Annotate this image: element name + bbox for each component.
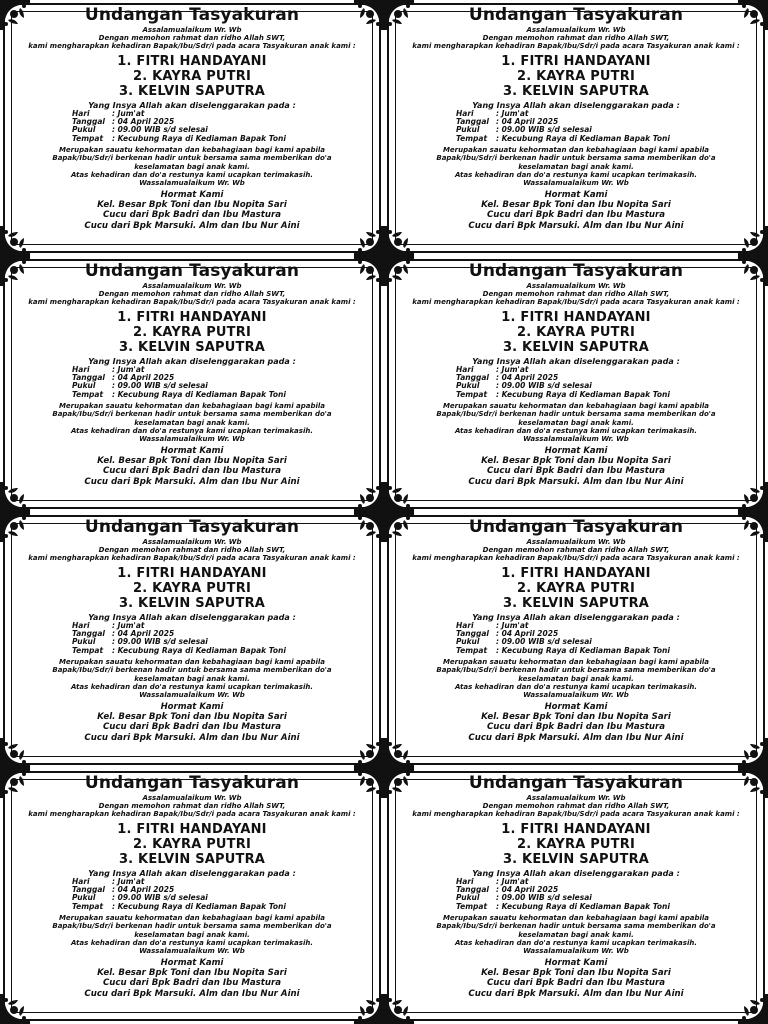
family-line: Cucu dari Bpk Marsuki. Alm dan Ibu Nur Aini [84,220,300,231]
child-name: 1. FITRI HANDAYANI [501,821,651,837]
intro-line-2: kami mengharapkan kehadiran Bapak/Ibu/Sdr/i pada acara Tasyakuran anak kami : [28,810,356,819]
regards: Hormat Kami [160,958,224,969]
held-on-line: Yang Insya Allah akan diselenggarakan pada : [88,356,296,366]
held-on-line: Yang Insya Allah akan diselenggarakan pada : [88,868,296,878]
detail-key: Tempat [456,389,488,399]
detail-row [72,135,312,143]
intro-line-2: kami mengharapkan kehadiran Bapak/Ibu/Sdr/i pada acara Tasyakuran anak kami : [28,554,356,563]
children-names [22,310,362,355]
child-name: 2. KAYRA PUTRI [132,836,251,852]
closing-line: Atas kehadiran dan do'a restunya kami ucapkan terimakasih. [71,170,313,179]
closing-line: Merupakan sauatu kehormatan dan kebahagiaan bagi kami apabila [58,402,326,411]
detail-key: Tempat [72,901,104,911]
held-on-line: Yang Insya Allah akan diselenggarakan pada : [472,100,680,110]
invitation-card [384,512,768,768]
invitation-card [384,256,768,512]
closing-line: keselamatan bagi anak kami. [134,674,250,683]
signature-block [406,958,746,999]
closing-line: Bapak/Ibu/Sdr/i berkenan hadir untuk bersama sama memberikan do'a [52,154,332,163]
detail-value: : 04 April 2025 [496,373,559,383]
detail-value: : 09.00 WIB s/d selesai [496,125,592,135]
farewell: Wassalamualaikum Wr. Wb [139,435,245,444]
card-title: Undangan Tasyakuran [468,517,684,537]
intro-line-1: Dengan memohon rahmat dan ridho Allah SWT, [98,802,286,811]
detail-row [72,878,312,886]
detail-value: : 09.00 WIB s/d selesai [112,893,208,903]
family-line: Cucu dari Bpk Marsuki. Alm dan Ibu Nur Aini [84,988,300,999]
event-details [72,878,312,912]
detail-key: Hari [72,620,90,630]
greeting: Assalamualaikum Wr. Wb [526,26,626,34]
signature-block [406,702,746,743]
closing-line: Atas kehadiran dan do'a restunya kami ucapkan terimakasih. [71,938,313,947]
intro-line-2: kami mengharapkan kehadiran Bapak/Ibu/Sdr/i pada acara Tasyakuran anak kami : [412,810,740,819]
family-line: Cucu dari Bpk Marsuki. Alm dan Ibu Nur Aini [468,476,684,487]
detail-key: Hari [72,108,90,118]
closing-line: keselamatan bagi anak kami. [518,674,634,683]
detail-key: Pukul [72,637,96,647]
child-name: 1. FITRI HANDAYANI [117,309,267,325]
detail-key: Pukul [456,893,480,903]
farewell: Wassalamualaikum Wr. Wb [139,947,245,956]
family-line: Cucu dari Bpk Badri dan Ibu Mastura [486,722,666,733]
detail-row [456,366,696,374]
event-details [72,110,312,144]
held-on-line: Yang Insya Allah akan diselenggarakan pada : [88,100,296,110]
detail-key: Pukul [456,125,480,135]
farewell: Wassalamualaikum Wr. Wb [139,179,245,188]
detail-key: Tempat [72,645,104,655]
closing-line: Bapak/Ibu/Sdr/i berkenan hadir untuk bersama sama memberikan do'a [52,922,332,931]
detail-key: Hari [72,364,90,374]
closing-line: Bapak/Ibu/Sdr/i berkenan hadir untuk bersama sama memberikan do'a [436,410,716,419]
event-details [456,878,696,912]
closing-paragraph [406,914,746,955]
family-line: Cucu dari Bpk Badri dan Ibu Mastura [102,722,282,733]
closing-paragraph [406,402,746,443]
farewell: Wassalamualaikum Wr. Wb [523,691,629,700]
detail-value: : Kecubung Raya di Kediaman Bapak Toni [112,645,286,655]
intro-line-1: Dengan memohon rahmat dan ridho Allah SWT, [482,290,670,299]
card-title: Undangan Tasyakuran [84,261,300,281]
child-name: 2. KAYRA PUTRI [516,836,635,852]
detail-value: : 04 April 2025 [112,629,175,639]
signature-block [22,702,362,743]
detail-value: : 04 April 2025 [112,885,175,895]
family-line: Cucu dari Bpk Badri dan Ibu Mastura [486,210,666,221]
detail-row [456,878,696,886]
detail-key: Tanggal [456,117,489,127]
detail-key: Tempat [456,901,488,911]
event-details [456,622,696,656]
detail-key: Pukul [456,381,480,391]
regards: Hormat Kami [160,446,224,457]
child-name: 3. KELVIN SAPUTRA [502,83,650,99]
detail-value: : Jum'at [496,108,529,118]
closing-line: Bapak/Ibu/Sdr/i berkenan hadir untuk bersama sama memberikan do'a [436,154,716,163]
closing-line: Bapak/Ibu/Sdr/i berkenan hadir untuk bersama sama memberikan do'a [436,922,716,931]
detail-key: Hari [456,620,474,630]
child-name: 2. KAYRA PUTRI [516,324,635,340]
closing-line: keselamatan bagi anak kami. [518,930,634,939]
intro-line-1: Dengan memohon rahmat dan ridho Allah SWT, [98,290,286,299]
detail-key: Pukul [72,381,96,391]
closing-paragraph [406,146,746,187]
detail-value: : 09.00 WIB s/d selesai [496,381,592,391]
detail-key: Hari [456,876,474,886]
family-line: Cucu dari Bpk Marsuki. Alm dan Ibu Nur Aini [468,732,684,743]
detail-value: : Jum'at [496,620,529,630]
detail-key: Tempat [456,133,488,143]
intro-line-2: kami mengharapkan kehadiran Bapak/Ibu/Sdr/i pada acara Tasyakuran anak kami : [412,42,740,51]
child-name: 3. KELVIN SAPUTRA [502,851,650,867]
card-content [406,260,746,508]
children-names [22,566,362,611]
held-on-line: Yang Insya Allah akan diselenggarakan pada : [88,612,296,622]
detail-row [72,903,312,911]
card-content [22,772,362,1020]
regards: Hormat Kami [544,446,608,457]
detail-key: Tanggal [72,117,105,127]
detail-key: Tanggal [456,629,489,639]
held-on-line: Yang Insya Allah akan diselenggarakan pada : [472,612,680,622]
greeting: Assalamualaikum Wr. Wb [142,26,242,34]
closing-line: Merupakan sauatu kehormatan dan kebahagiaan bagi kami apabila [442,914,710,923]
detail-key: Tanggal [72,885,105,895]
regards: Hormat Kami [544,958,608,969]
detail-value: : 09.00 WIB s/d selesai [112,125,208,135]
family-line: Kel. Besar Bpk Toni dan Ibu Nopita Sari [97,968,287,979]
detail-value: : Jum'at [112,108,145,118]
detail-value: : 04 April 2025 [496,117,559,127]
invitation-card [0,256,384,512]
intro-line-2: kami mengharapkan kehadiran Bapak/Ibu/Sdr/i pada acara Tasyakuran anak kami : [412,298,740,307]
detail-key: Pukul [72,893,96,903]
intro-line-2: kami mengharapkan kehadiran Bapak/Ibu/Sdr/i pada acara Tasyakuran anak kami : [28,42,356,51]
detail-value: : 09.00 WIB s/d selesai [496,893,592,903]
held-on-line: Yang Insya Allah akan diselenggarakan pada : [472,356,680,366]
children-names [22,822,362,867]
detail-value: : 09.00 WIB s/d selesai [496,637,592,647]
signature-block [406,190,746,231]
family-line: Kel. Besar Bpk Toni dan Ibu Nopita Sari [481,968,671,979]
detail-value: : Kecubung Raya di Kediaman Bapak Toni [112,133,286,143]
detail-key: Tanggal [456,885,489,895]
invitation-card [0,0,384,256]
card-content [22,516,362,764]
farewell: Wassalamualaikum Wr. Wb [139,691,245,700]
closing-line: Atas kehadiran dan do'a restunya kami ucapkan terimakasih. [455,682,697,691]
family-line: Kel. Besar Bpk Toni dan Ibu Nopita Sari [481,712,671,723]
closing-paragraph [22,146,362,187]
detail-row [72,110,312,118]
closing-line: Bapak/Ibu/Sdr/i berkenan hadir untuk bersama sama memberikan do'a [436,666,716,675]
detail-row [456,903,696,911]
detail-value: : Jum'at [112,364,145,374]
child-name: 2. KAYRA PUTRI [516,68,635,84]
closing-paragraph [22,402,362,443]
event-details [456,366,696,400]
children-names [406,54,746,99]
detail-row [72,647,312,655]
detail-key: Tempat [72,133,104,143]
signature-block [22,190,362,231]
child-name: 1. FITRI HANDAYANI [501,309,651,325]
family-line: Kel. Besar Bpk Toni dan Ibu Nopita Sari [481,200,671,211]
card-content [406,516,746,764]
family-line: Cucu dari Bpk Badri dan Ibu Mastura [486,978,666,989]
farewell: Wassalamualaikum Wr. Wb [523,435,629,444]
greeting: Assalamualaikum Wr. Wb [526,794,626,802]
detail-key: Tempat [72,389,104,399]
card-content [22,260,362,508]
closing-paragraph [406,658,746,699]
detail-row [456,647,696,655]
closing-line: Merupakan sauatu kehormatan dan kebahagiaan bagi kami apabila [58,658,326,667]
family-line: Cucu dari Bpk Marsuki. Alm dan Ibu Nur Aini [84,732,300,743]
detail-value: : Jum'at [112,876,145,886]
closing-line: Atas kehadiran dan do'a restunya kami ucapkan terimakasih. [455,426,697,435]
child-name: 2. KAYRA PUTRI [132,68,251,84]
detail-key: Hari [456,364,474,374]
child-name: 3. KELVIN SAPUTRA [118,83,266,99]
child-name: 1. FITRI HANDAYANI [501,565,651,581]
child-name: 3. KELVIN SAPUTRA [118,339,266,355]
invitation-card [384,768,768,1024]
detail-value: : 04 April 2025 [496,629,559,639]
family-line: Cucu dari Bpk Marsuki. Alm dan Ibu Nur Aini [468,220,684,231]
event-details [456,110,696,144]
detail-row [72,622,312,630]
detail-value: : 04 April 2025 [112,117,175,127]
card-title: Undangan Tasyakuran [84,517,300,537]
child-name: 2. KAYRA PUTRI [132,324,251,340]
farewell: Wassalamualaikum Wr. Wb [523,179,629,188]
detail-value: : Kecubung Raya di Kediaman Bapak Toni [496,389,670,399]
invitation-card [0,768,384,1024]
detail-key: Tempat [456,645,488,655]
detail-value: : 09.00 WIB s/d selesai [112,381,208,391]
card-title: Undangan Tasyakuran [84,773,300,793]
closing-line: Atas kehadiran dan do'a restunya kami ucapkan terimakasih. [455,938,697,947]
family-line: Kel. Besar Bpk Toni dan Ibu Nopita Sari [97,456,287,467]
held-on-line: Yang Insya Allah akan diselenggarakan pada : [472,868,680,878]
children-names [22,54,362,99]
detail-row [456,391,696,399]
closing-line: Merupakan sauatu kehormatan dan kebahagiaan bagi kami apabila [442,402,710,411]
detail-value: : Kecubung Raya di Kediaman Bapak Toni [496,133,670,143]
intro-line-1: Dengan memohon rahmat dan ridho Allah SWT, [98,546,286,555]
signature-block [406,446,746,487]
card-title: Undangan Tasyakuran [84,5,300,25]
child-name: 1. FITRI HANDAYANI [117,53,267,69]
child-name: 3. KELVIN SAPUTRA [118,595,266,611]
detail-key: Tanggal [72,373,105,383]
child-name: 2. KAYRA PUTRI [516,580,635,596]
child-name: 1. FITRI HANDAYANI [117,821,267,837]
regards: Hormat Kami [544,702,608,713]
detail-row [456,110,696,118]
children-names [406,822,746,867]
closing-line: Atas kehadiran dan do'a restunya kami ucapkan terimakasih. [71,426,313,435]
closing-line: Merupakan sauatu kehormatan dan kebahagiaan bagi kami apabila [58,146,326,155]
greeting: Assalamualaikum Wr. Wb [526,282,626,290]
greeting: Assalamualaikum Wr. Wb [526,538,626,546]
detail-row [456,622,696,630]
farewell: Wassalamualaikum Wr. Wb [523,947,629,956]
intro-line-1: Dengan memohon rahmat dan ridho Allah SWT, [482,34,670,43]
children-names [406,566,746,611]
detail-value: : Kecubung Raya di Kediaman Bapak Toni [112,901,286,911]
detail-key: Tanggal [72,629,105,639]
family-line: Cucu dari Bpk Badri dan Ibu Mastura [102,210,282,221]
detail-value: : 04 April 2025 [112,373,175,383]
intro-line-1: Dengan memohon rahmat dan ridho Allah SWT, [482,802,670,811]
card-content [406,772,746,1020]
greeting: Assalamualaikum Wr. Wb [142,538,242,546]
regards: Hormat Kami [544,190,608,201]
card-content [406,4,746,252]
child-name: 3. KELVIN SAPUTRA [502,595,650,611]
detail-row [456,135,696,143]
greeting: Assalamualaikum Wr. Wb [142,794,242,802]
event-details [72,622,312,656]
closing-line: Atas kehadiran dan do'a restunya kami ucapkan terimakasih. [455,170,697,179]
family-line: Cucu dari Bpk Badri dan Ibu Mastura [102,978,282,989]
closing-line: keselamatan bagi anak kami. [134,162,250,171]
closing-line: keselamatan bagi anak kami. [134,418,250,427]
child-name: 1. FITRI HANDAYANI [117,565,267,581]
card-title: Undangan Tasyakuran [468,261,684,281]
signature-block [22,958,362,999]
detail-row [72,391,312,399]
child-name: 1. FITRI HANDAYANI [501,53,651,69]
detail-value: : 04 April 2025 [496,885,559,895]
regards: Hormat Kami [160,702,224,713]
closing-paragraph [22,914,362,955]
detail-value: : Kecubung Raya di Kediaman Bapak Toni [112,389,286,399]
family-line: Kel. Besar Bpk Toni dan Ibu Nopita Sari [97,200,287,211]
closing-line: keselamatan bagi anak kami. [518,418,634,427]
detail-value: : Kecubung Raya di Kediaman Bapak Toni [496,901,670,911]
closing-line: Bapak/Ibu/Sdr/i berkenan hadir untuk bersama sama memberikan do'a [52,666,332,675]
family-line: Cucu dari Bpk Marsuki. Alm dan Ibu Nur Aini [84,476,300,487]
event-details [72,366,312,400]
family-line: Cucu dari Bpk Badri dan Ibu Mastura [102,466,282,477]
detail-value: : Jum'at [496,364,529,374]
detail-key: Pukul [72,125,96,135]
children-names [406,310,746,355]
intro-line-1: Dengan memohon rahmat dan ridho Allah SWT, [482,546,670,555]
detail-value: : Jum'at [112,620,145,630]
family-line: Cucu dari Bpk Badri dan Ibu Mastura [486,466,666,477]
closing-line: keselamatan bagi anak kami. [134,930,250,939]
invitation-card [384,0,768,256]
family-line: Cucu dari Bpk Marsuki. Alm dan Ibu Nur Aini [468,988,684,999]
closing-line: keselamatan bagi anak kami. [518,162,634,171]
detail-key: Pukul [456,637,480,647]
closing-line: Bapak/Ibu/Sdr/i berkenan hadir untuk bersama sama memberikan do'a [52,410,332,419]
regards: Hormat Kami [160,190,224,201]
signature-block [22,446,362,487]
family-line: Kel. Besar Bpk Toni dan Ibu Nopita Sari [97,712,287,723]
child-name: 3. KELVIN SAPUTRA [118,851,266,867]
child-name: 3. KELVIN SAPUTRA [502,339,650,355]
closing-line: Merupakan sauatu kehormatan dan kebahagiaan bagi kami apabila [58,914,326,923]
closing-line: Atas kehadiran dan do'a restunya kami ucapkan terimakasih. [71,682,313,691]
closing-line: Merupakan sauatu kehormatan dan kebahagiaan bagi kami apabila [442,658,710,667]
family-line: Kel. Besar Bpk Toni dan Ibu Nopita Sari [481,456,671,467]
detail-value: : 09.00 WIB s/d selesai [112,637,208,647]
greeting: Assalamualaikum Wr. Wb [142,282,242,290]
closing-line: Merupakan sauatu kehormatan dan kebahagiaan bagi kami apabila [442,146,710,155]
detail-key: Hari [72,876,90,886]
detail-key: Tanggal [456,373,489,383]
invitation-card [0,512,384,768]
intro-line-2: kami mengharapkan kehadiran Bapak/Ibu/Sdr/i pada acara Tasyakuran anak kami : [28,298,356,307]
detail-key: Hari [456,108,474,118]
closing-paragraph [22,658,362,699]
card-title: Undangan Tasyakuran [468,5,684,25]
card-title: Undangan Tasyakuran [468,773,684,793]
detail-value: : Kecubung Raya di Kediaman Bapak Toni [496,645,670,655]
detail-value: : Jum'at [496,876,529,886]
child-name: 2. KAYRA PUTRI [132,580,251,596]
intro-line-1: Dengan memohon rahmat dan ridho Allah SWT, [98,34,286,43]
detail-row [72,366,312,374]
card-content [22,4,362,252]
intro-line-2: kami mengharapkan kehadiran Bapak/Ibu/Sdr/i pada acara Tasyakuran anak kami : [412,554,740,563]
